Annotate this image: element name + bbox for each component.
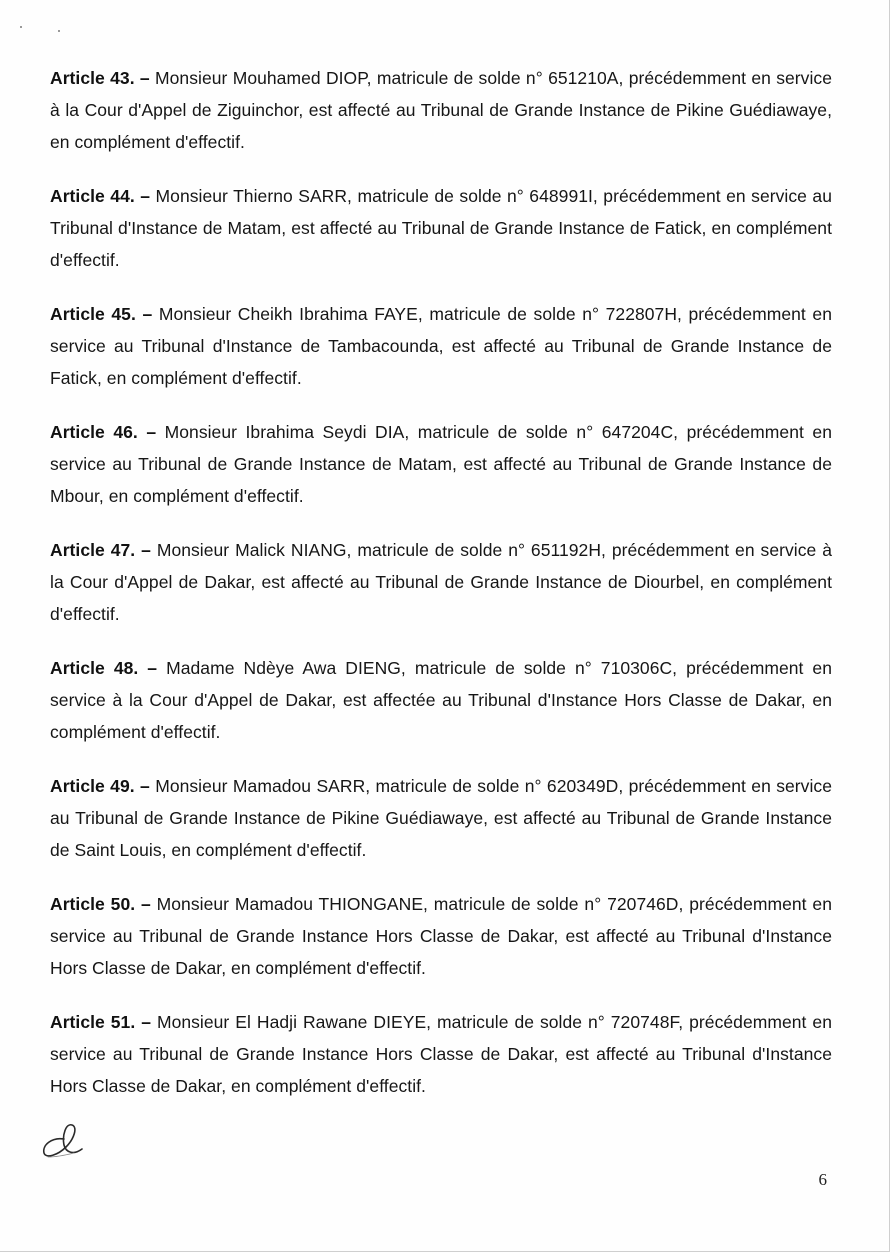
article-51 [50, 1006, 832, 1102]
article-label: Article 43. – [50, 68, 150, 88]
article-46 [50, 416, 832, 512]
article-label: Article 46. – [50, 422, 157, 442]
article-text: Madame Ndèye Awa DIENG, matricule de solde n° 710306C, précédemment en service à la Cour d'Appel de Dakar, est affectée au Tribunal d'Instance Hors Classe de Dakar, en complément d'effectif. [50, 658, 832, 742]
article-label: Article 50. – [50, 894, 151, 914]
article-text: Monsieur Malick NIANG, matricule de solde n° 651192H, précédemment en service à la Cour d'Appel de Dakar, est affecté au Tribunal de Grande Instance de Diourbel, en complément d'effectif. [50, 540, 833, 624]
article-text: Monsieur Thierno SARR, matricule de solde n° 648991I, précédemment en service au Tribunal d'Instance de Matam, est affecté au Tribunal de Grande Instance de Fatick, en complément d'effectif. [50, 186, 832, 270]
article-text: Monsieur El Hadji Rawane DIEYE, matricule de solde n° 720748F, précédemment en service au Tribunal de Grande Instance Hors Classe de Dakar, est affecté au Tribunal d'Instance Hors Classe de Dakar, en complément d'effectif. [50, 1012, 832, 1096]
article-text: Monsieur Mamadou THIONGANE, matricule de solde n° 720746D, précédemment en service au Tribunal de Grande Instance Hors Classe de Dakar, est affecté au Tribunal d'Instance Hors Classe de Dakar, en complément d'effectif. [50, 894, 832, 978]
article-label: Article 44. – [50, 186, 151, 206]
article-50 [50, 888, 832, 984]
article-label: Article 45. – [50, 304, 153, 324]
article-list [50, 62, 832, 1124]
article-43 [50, 62, 832, 158]
article-47 [50, 534, 832, 630]
article-text: Monsieur Mouhamed DIOP, matricule de solde n° 651210A, précédemment en service à la Cour d'Appel de Ziguinchor, est affecté au Tribunal de Grande Instance de Pikine Guédiawaye, en complément d'effectif. [50, 68, 832, 152]
article-label: Article 47. – [50, 540, 151, 560]
initials-signature-icon [38, 1117, 94, 1163]
article-label: Article 51. – [50, 1012, 151, 1032]
article-label: Article 48. – [50, 658, 158, 678]
article-text: Monsieur Cheikh Ibrahima FAYE, matricule de solde n° 722807H, précédemment en service au Tribunal d'Instance de Tambacounda, est affecté au Tribunal de Grande Instance de Fatick, en complément d'effectif. [50, 304, 832, 388]
scan-speck [20, 26, 22, 28]
article-45 [50, 298, 832, 394]
scan-speck [58, 30, 60, 32]
article-49 [50, 770, 832, 866]
article-label: Article 49. – [50, 776, 150, 796]
article-44 [50, 180, 832, 276]
page-number: 6 [818, 1170, 827, 1189]
article-text: Monsieur Ibrahima Seydi DIA, matricule de solde n° 647204C, précédemment en service au Tribunal de Grande Instance de Matam, est affecté au Tribunal de Grande Instance de Mbour, en complément d'effectif. [50, 422, 832, 506]
article-48 [50, 652, 832, 748]
article-text: Monsieur Mamadou SARR, matricule de solde n° 620349D, précédemment en service au Tribunal de Grande Instance de Pikine Guédiawaye, est affecté au Tribunal de Grande Instance de Saint Louis, en complément d'effectif. [50, 776, 832, 860]
